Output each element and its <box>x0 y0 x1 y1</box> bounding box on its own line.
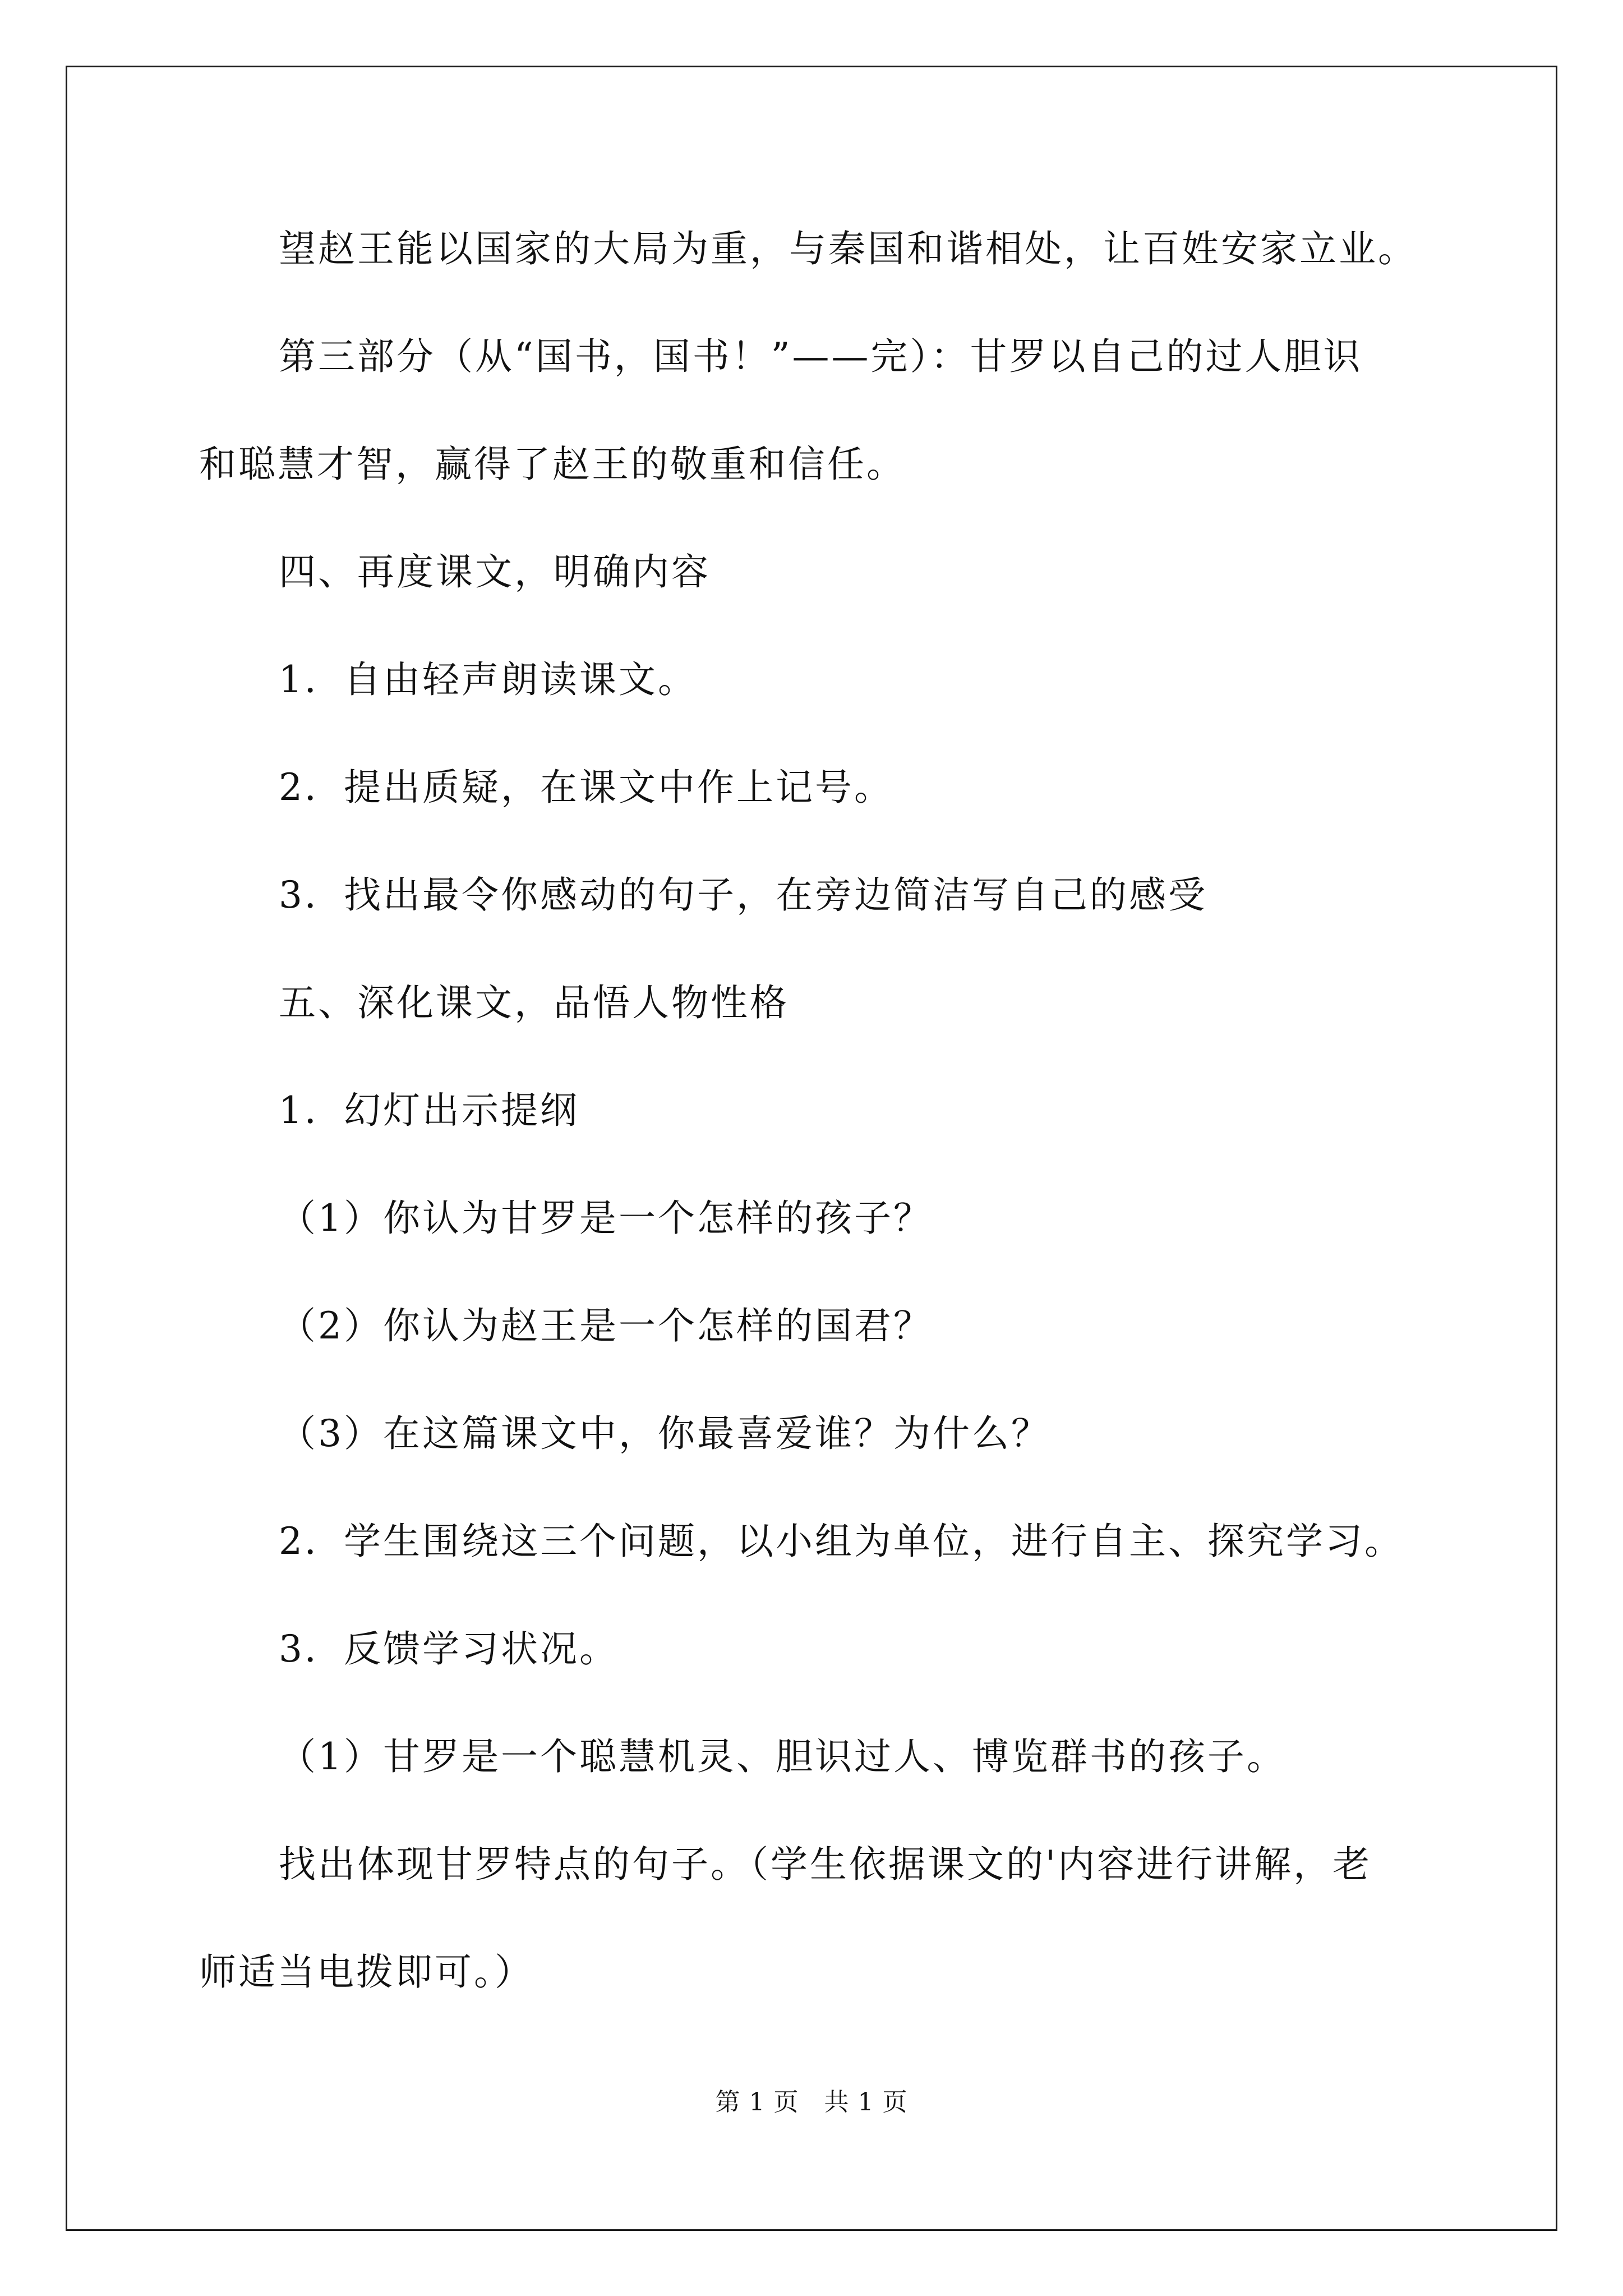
section-heading: 五、深化课文，品悟人物性格 <box>279 981 789 1024</box>
paragraph-line: 第三部分（从“国书，国书！”——完）：甘罗以自己的过人胆识 <box>279 335 1363 378</box>
paragraph-line: 师适当电拨即可。） <box>199 1950 534 1994</box>
paragraph-line: 望赵王能以国家的大局为重，与秦国和谐相处，让百姓安家立业。 <box>279 227 1417 270</box>
sub-list-item: （1）甘罗是一个聪慧机灵、胆识过人、博览群书的孩子。 <box>279 1735 1286 1778</box>
list-item: 2．提出质疑，在课文中作上记号。 <box>279 766 893 809</box>
sub-list-item: （1）你认为甘罗是一个怎样的孩子？ <box>279 1197 933 1240</box>
list-item: 3．找出最令你感动的句子，在旁边简洁写自己的感受 <box>279 873 1207 917</box>
list-item: 1．自由轻声朗读课文。 <box>279 658 697 701</box>
section-heading: 四、再度课文，明确内容 <box>279 550 711 593</box>
paragraph-line: 找出体现甘罗特点的句子。（学生依据课文的'内容进行讲解，老 <box>279 1843 1372 1886</box>
list-item: 1．幻灯出示提纲 <box>279 1089 579 1132</box>
list-item: 3．反馈学习状况。 <box>279 1627 619 1671</box>
page-total: 共 1 页 <box>824 2088 908 2116</box>
sub-list-item: （3）在这篇课文中，你最喜爱谁？为什么？ <box>279 1412 1050 1455</box>
paragraph-line: 和聪慧才智，赢得了赵王的敬重和信任。 <box>199 443 906 486</box>
page-border <box>66 66 1557 2231</box>
sub-list-item: （2）你认为赵王是一个怎样的国君？ <box>279 1304 933 1347</box>
page-number: 第 1 页 <box>715 2088 799 2116</box>
page-footer <box>0 2090 1623 2115</box>
list-item: 2．学生围绕这三个问题，以小组为单位，进行自主、探究学习。 <box>279 1520 1404 1563</box>
